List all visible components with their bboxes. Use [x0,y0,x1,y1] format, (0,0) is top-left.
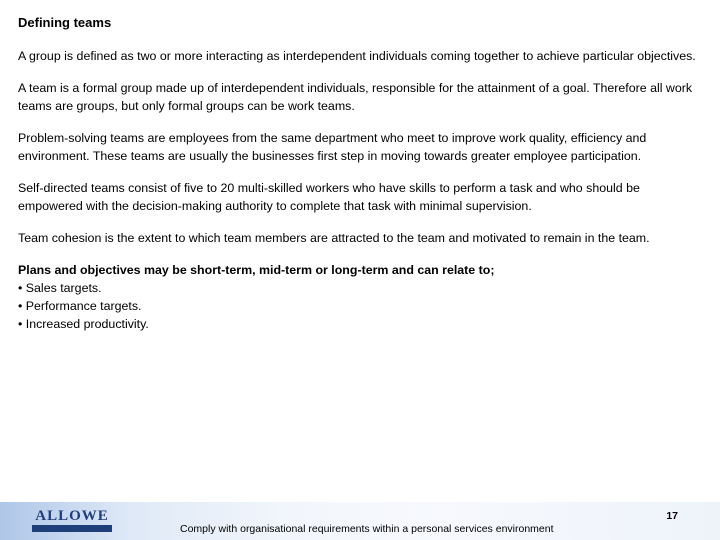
paragraph-team-cohesion: Team cohesion is the extent to which team members are attracted to the team and motivated to remain in the team. [18,231,650,245]
logo-text: ALLOWE [35,508,109,524]
slide-footer [0,502,720,540]
bullet-increased-productivity: • Increased productivity. [18,317,149,331]
slide-title: Defining teams [18,15,112,30]
bullet-performance-targets: • Performance targets. [18,299,142,313]
plans-heading: Plans and objectives may be short-term, mid-term or long-term and can relate to; [18,263,495,277]
paragraph-team-definition: A team is a formal group made up of interdependent individuals, responsible for the attainment of a goal. Therefore all work teams are groups, but only formal groups can be work teams. [18,81,693,113]
paragraph-problem-solving-teams: Problem-solving teams are employees from the same department who meet to improve work quality, efficiency and environment. These teams are usually the businesses first step in moving towards greater employee participation. [18,131,647,163]
bullet-sales-targets: • Sales targets. [18,281,102,295]
logo-bar [32,525,112,532]
footer-course-title: Comply with organisational requirements within a personal services environment [180,523,554,535]
slide-content [18,14,702,333]
page-number: 17 [666,510,678,522]
paragraph-self-directed-teams: Self-directed teams consist of five to 20 multi-skilled workers who have skills to perform a task and who should be empowered with the decision-making authority to complete that task with minimal supervision. [18,181,640,213]
allowe-logo [32,508,112,534]
paragraph-group-definition: A group is defined as two or more interacting as interdependent individuals coming together to achieve particular objectives. [18,49,696,63]
